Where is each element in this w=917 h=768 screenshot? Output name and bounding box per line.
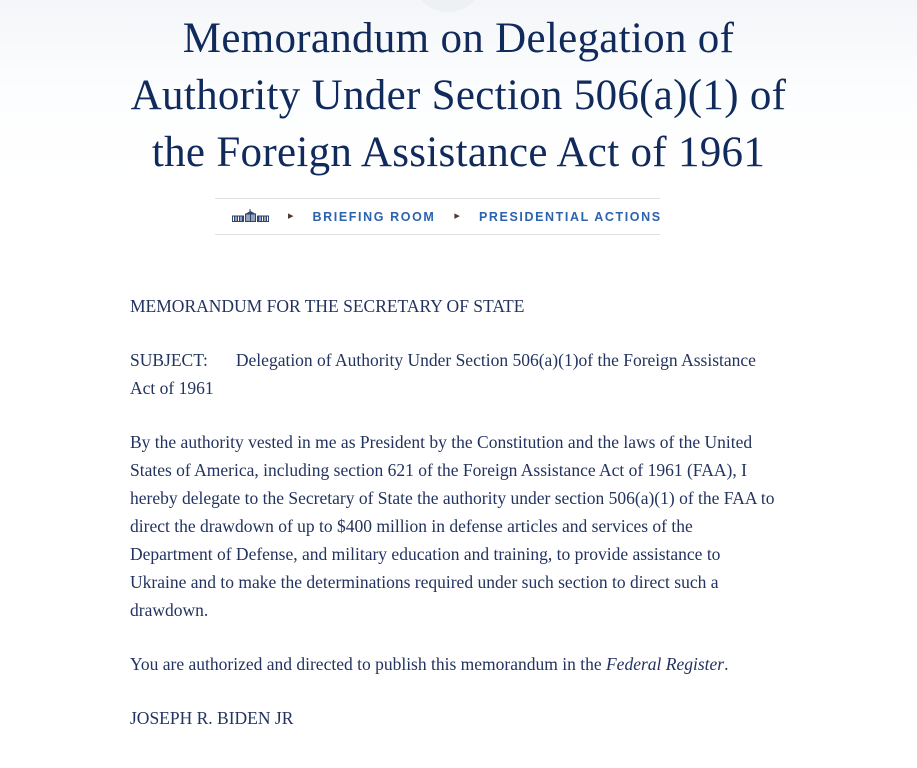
memo-publish-paragraph [130,650,778,678]
breadcrumb-separator-icon: ▸ [454,210,460,222]
memo-subject-label: SUBJECT: [130,350,208,370]
whitehouse-icon [232,209,269,224]
memo-body [130,292,778,758]
page-title [0,10,917,181]
memo-paragraph: By the authority vested in me as President by the Constitution and the laws of the United States of America, including section 621 of the Foreign Assistance Act of 1961 (FAA), I hereby delegate to the Secretary of State the authority under section 506(a)(1) of the FAA to direct the drawdown of up to $400 million in defense articles and services of the Department of Defense, and military education and training, to provide assistance to Ukraine and to make the determinations required under such section to direct such a drawdown. [130,432,775,620]
breadcrumb-link-briefing-room[interactable]: BRIEFING ROOM [312,209,436,224]
memo-subject-text: Delegation of Authority Under Section 506(a)(1)of the Foreign Assistance Act of 1961 [130,350,756,398]
federal-register-italic: Federal Register [605,654,725,674]
page-title-line: Authority Under Section 506(a)(1) of [130,72,787,119]
memo-subject [130,346,778,402]
memo-publish-suffix: . [724,654,729,674]
memo-addressee: MEMORANDUM FOR THE SECRETARY OF STATE [130,296,525,316]
memo-publish-prefix: You are authorized and directed to publish this memorandum in the [130,654,606,674]
breadcrumb-separator-icon: ▸ [288,210,294,222]
whitehouse-home-link[interactable] [232,209,269,224]
breadcrumb-link-presidential-actions[interactable]: PRESIDENTIAL ACTIONS [478,209,662,224]
page-title-line: Memorandum on Delegation of [182,15,735,62]
breadcrumb [215,198,660,235]
page-title-line: the Foreign Assistance Act of 1961 [151,129,766,176]
memo-signature: JOSEPH R. BIDEN JR [130,708,294,728]
